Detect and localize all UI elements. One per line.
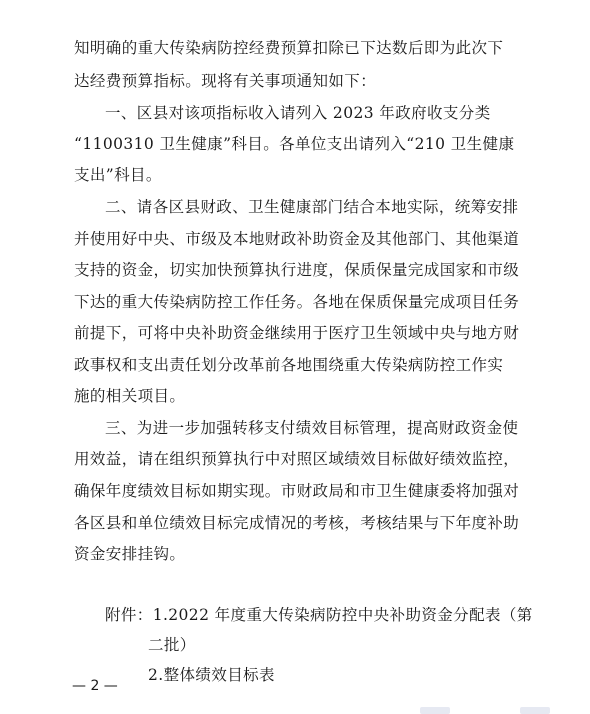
page-number: — 2 — [72,678,118,694]
body-line: 并使用好中央、市级及本地财政补助资金及其他部门、其他渠道 [74,230,520,248]
section-1-heading-line: 一、区县对该项指标收入请列入 2023 年政府收支分类 [105,104,491,122]
body-line: 知明确的重大传染病防控经费预算扣除已下达数后即为此次下 [74,39,504,57]
body-line: 支持的资金，切实加快预算执行进度，保质保量完成国家和市级 [74,261,520,279]
body-line: 资金安排挂钩。 [74,545,186,563]
body-line: 下达的重大传染病防控工作任务。各地在保质保量完成项目任务 [74,293,520,311]
body-line: 施的相关项目。 [74,387,186,405]
section-3-heading-line: 三、为进一步加强转移支付绩效目标管理，提高财政资金使 [105,419,519,437]
attachment-line-1: 附件：1.2022 年度重大传染病防控中央补助资金分配表（第 [105,606,533,624]
body-line: 各区县和单位绩效目标完成情况的考核，考核结果与下年度补助 [74,514,520,532]
footer-mark [420,707,450,714]
section-2-heading-line: 二、请各区县财政、卫生健康部门结合本地实际，统筹安排 [105,198,519,216]
body-line: 确保年度绩效目标如期实现。市财政局和市卫生健康委将加强对 [74,482,520,500]
body-line: “1100310 卫生健康”科目。各单位支出请列入“210 卫生健康 [74,135,515,153]
attachment-line-2: 二批） [148,636,196,654]
body-line: 前提下，可将中央补助资金继续用于医疗卫生领域中央与地方财 [74,324,520,342]
body-line: 达经费预算指标。现将有关事项通知如下： [74,72,377,90]
body-line: 支出”科目。 [74,166,162,184]
body-line: 政事权和支出责任划分改革前各地围绕重大传染病防控工作实 [74,356,504,374]
attachment-line-3: 2.整体绩效目标表 [148,666,275,684]
footer-mark [520,707,550,714]
body-line: 用效益，请在组织预算执行中对照区域绩效目标做好绩效监控， [74,450,520,468]
